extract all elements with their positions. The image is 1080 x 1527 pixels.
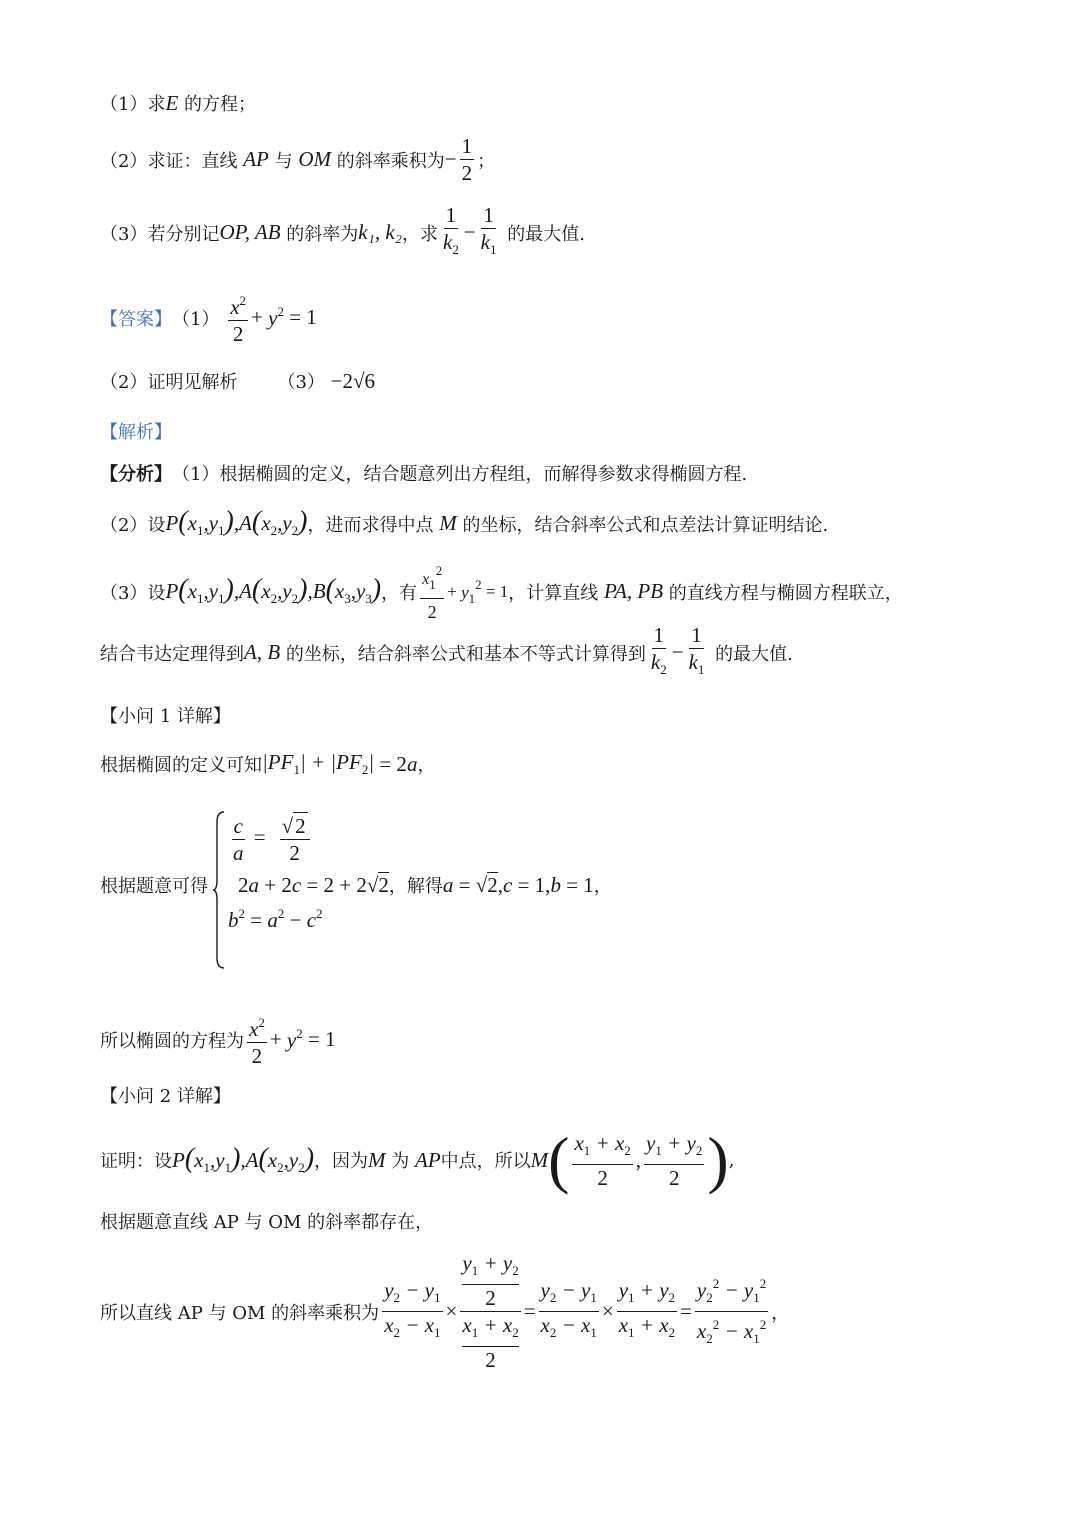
part2-line2: 根据题意直线 AP 与 OM 的斜率都存在， [100,1212,434,1233]
var-e: E [165,90,179,115]
analysis-p4: 结合韦达定理得到 A, B 的坐标，结合斜率公式和基本不等式计算得到 $\frac{1}{k_2}$ − $\frac{1}{k_1}$ 的最大值. [100,623,793,677]
analysis-p3: （3）设 $P(x_1,y_1),A(x_2,y_2),B(x_3,y_3)$ ，有 $\frac{x_1^2}{2}$ + $y_1^2$ = 1 ，计算直线 PA, PB 的直线方程与椭圆方程联立， [100,558,903,625]
answer-tag: 【答案】 [100,308,172,330]
fraction-one-half: $\frac{1}{2}$ [461,134,473,185]
question-1: （1）求 E 的方程； [100,90,257,115]
system-eq-3: $b^2 = a^2 - c^2$ [228,906,323,932]
part2-tag: 【小问 2 详解】 [100,1086,231,1107]
system-eq-1: $\frac{c}{a}$ = √ 2 2 [228,812,313,866]
answer-3-value: −2√6 [330,368,376,393]
part2-line1: 证明：设 $P(x_1,y_1),A(x_2,y_2)$ ，因为 M 为 AP 中点，所以 M ( $\frac{x_1 + x_2}{2}$ , $\frac{y_1 + y_2}{2}$ ) , [100,1124,735,1195]
part1-line2: 根据题意可得 2 a + 2 c = 2 + 2√2 ，解得 a = √2, c = 1, b = 1 ， [100,872,612,897]
answer-line: 【答案】 （1） $\frac{x^2}{2}$ + $y^2$ = 1 [100,288,317,347]
analysis-p2: （2）设 $P(x_1,y_1),A(x_2,y_2)$ ，进而求得中点 M 的坐标，结合斜率公式和点差法计算证明结论. [100,506,829,538]
question-3: （3）若分别记 OP, AB 的斜率为 k₁, k₂ ，求 $\frac{1}{k_2}$ − $\frac{1}{k_1}$ 的最大值. [100,203,585,257]
answer-line-2: （2）证明见解析 （3） −2√6 [100,368,376,393]
question-2: （2）求证：直线 AP 与 OM 的斜率乘积为 − $\frac{1}{2}$ ； [100,134,496,185]
analysis-tag: 【解析】 [100,422,172,443]
part2-line3: 所以直线 AP 与 OM 的斜率乘积为 $\frac{y_2 - y_1}{x_2 - x_1}$ × $y_1 + y_2$ 2 $x_1 + x_2$ 2 = $\frac{y_2 - y_1}{x_2 - x_1}$ × $\frac{y_1 + y_2}{x_1 + x_2}$ = $\frac{y_2^2 - y_1^2}{x_2^2 - x_1^2}$ ， [100,1251,790,1372]
part1-line3: 所以椭圆的方程为 $\frac{x^2}{2}$ + $y^2$ = 1 [100,1010,336,1069]
part1-line1: 根据椭圆的定义可知 $|PF_1| + |PF_2|$ = 2 a ， [100,750,436,777]
part1-tag: 【小问 1 详解】 [100,706,231,727]
analysis-p1: 【分析】 （1）根据椭圆的定义，结合题意列出方程组，而解得参数求得椭圆方程. [100,464,748,485]
